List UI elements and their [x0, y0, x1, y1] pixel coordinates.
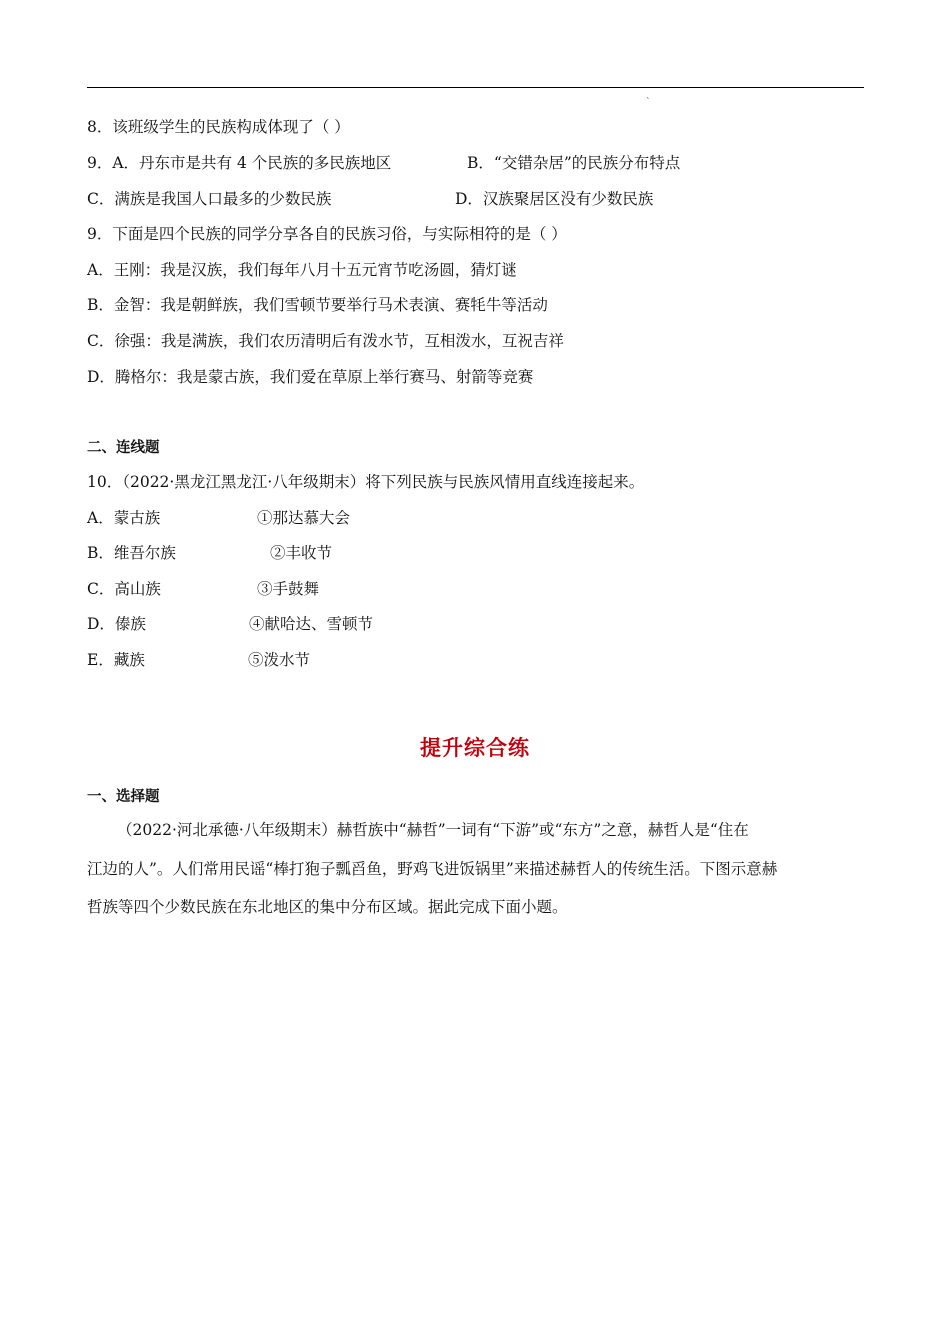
- stray-mark: `: [646, 98, 651, 108]
- q9-option-c: C．徐强：我是满族，我们农历清明后有泼水节，互相泼水，互祝吉祥: [87, 332, 564, 350]
- match-right-1: ①那达慕大会: [257, 509, 351, 527]
- passage-line-3: 哲族等四个少数民族在东北地区的集中分布区域。据此完成下面小题。: [87, 898, 568, 916]
- header-rule: [87, 87, 864, 88]
- passage-line-1: （2022·河北承德·八年级期末）赫哲族中“赫哲”一词有“下游”或“东方”之意，赫哲人是“住在: [117, 821, 749, 839]
- q8-option-c: C．满族是我国人口最多的少数民族: [87, 190, 332, 208]
- match-left-d: D．傣族: [87, 615, 146, 633]
- match-left-b: B．维吾尔族: [87, 544, 176, 562]
- match-right-5: ⑤泼水节: [248, 651, 311, 669]
- q9-option-a: A．王刚：我是汉族，我们每年八月十五元宵节吃汤圆，猜灯谜: [87, 261, 517, 279]
- q8-stem: 8．该班级学生的民族构成体现了（ ）: [87, 118, 350, 136]
- q8-option-d: D．汉族聚居区没有少数民族: [455, 190, 654, 208]
- match-right-4: ④献哈达、雪顿节: [249, 615, 374, 633]
- q10-stem: 10．（2022·黑龙江黑龙江·八年级期末）将下列民族与民族风情用直线连接起来。: [87, 473, 645, 491]
- q8-option-b: B．“交错杂居”的民族分布特点: [467, 154, 681, 172]
- q9-option-b: B．金智：我是朝鲜族，我们雪顿节要举行马术表演、赛牦牛等活动: [87, 296, 548, 314]
- match-right-3: ③手鼓舞: [257, 580, 320, 598]
- match-right-2: ②丰收节: [270, 544, 333, 562]
- match-left-a: A．蒙古族: [87, 509, 161, 527]
- passage-line-2: 江边的人”。人们常用民谣“棒打狍子瓢舀鱼，野鸡飞进饭锅里”来描述赫哲人的传统生活。下图示意赫: [87, 860, 778, 878]
- advanced-title: 提升综合练: [420, 736, 530, 760]
- q9-stem: 9．下面是四个民族的同学分享各自的民族习俗，与实际相符的是（ ）: [87, 225, 567, 243]
- match-left-c: C．高山族: [87, 580, 161, 598]
- q8-option-a: 9．A．丹东市是共有 4 个民族的多民族地区: [87, 154, 392, 172]
- q9-option-d: D．腾格尔：我是蒙古族，我们爱在草原上举行赛马、射箭等竞赛: [87, 368, 534, 386]
- match-left-e: E．藏族: [87, 651, 145, 669]
- section-heading-matching: 二、连线题: [87, 440, 160, 456]
- section-heading-choice: 一、选择题: [87, 789, 160, 805]
